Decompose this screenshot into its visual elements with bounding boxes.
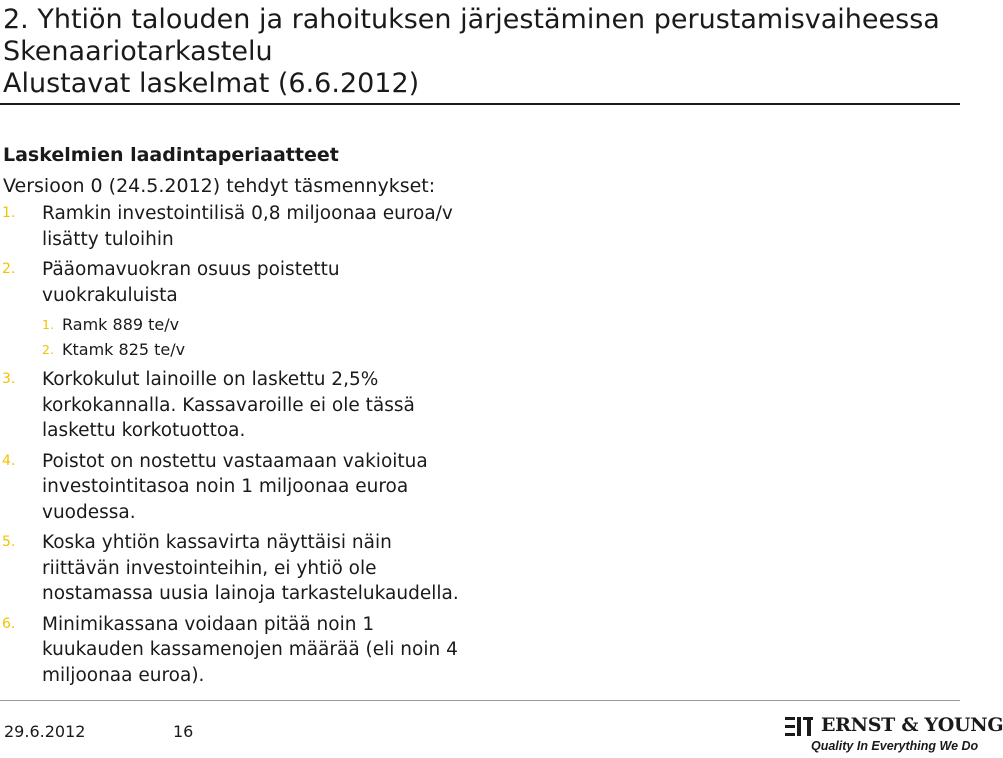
list-item [0, 367, 470, 444]
item-number: 1. [2, 205, 16, 221]
list-item [0, 257, 470, 362]
list-item [0, 612, 470, 689]
item-number: 2. [2, 261, 16, 277]
logo-mark-icon [785, 716, 817, 738]
logo-tagline: Quality In Everything We Do [811, 739, 979, 753]
refinement-list [0, 201, 470, 693]
list-item [0, 530, 470, 607]
item-number: 3. [2, 371, 16, 387]
title-line-1: 2. Yhtiön talouden ja rahoituksen järjestäminen perustamisvaiheessa [3, 4, 940, 35]
sub-item-number: 2. [42, 342, 54, 357]
sub-item-text: Ramk 889 te/v [62, 315, 180, 334]
ernst-young-logo [785, 712, 1003, 756]
footer-date: 29.6.2012 [4, 722, 86, 741]
title-line-3: Alustavat laskelmat (6.6.2012) [3, 68, 420, 99]
sub-item-text: Ktamk 825 te/v [62, 340, 186, 359]
item-text: Korkokulut lainoille on laskettu 2,5% korkokannalla. Kassavaroille ei ole tässä laskettu korkotuottoa. [42, 369, 415, 441]
logo-name: ERNST & YOUNG [821, 714, 1003, 736]
sub-list [42, 312, 470, 362]
title-divider [0, 103, 960, 105]
list-item [0, 449, 470, 526]
item-number: 4. [2, 452, 16, 469]
page-number: 16 [173, 722, 194, 741]
list-item [0, 201, 470, 252]
footer-divider [0, 700, 960, 701]
item-text: Ramkin investointilisä 0,8 miljoonaa euroa/v lisätty tuloihin [42, 203, 453, 250]
sub-list-item [42, 337, 470, 362]
item-number: 5. [2, 534, 16, 550]
item-text: Minimikassana voidaan pitää noin 1 kuukauden kassamenojen määrää (eli noin 4 miljoonaa euroa). [42, 613, 458, 686]
slide-title [3, 4, 940, 100]
item-text: Pääomavuokran osuus poistettu vuokrakuluista [42, 259, 340, 306]
sub-item-number: 1. [42, 317, 54, 332]
item-text: Koska yhtiön kassavirta näyttäisi näin riittävän investointeihin, ei yhtiö ole nostamassa uusia lainoja tarkastelukaudella. [42, 532, 459, 604]
section-heading: Laskelmien laadintaperiaatteet [3, 144, 339, 166]
item-text: Poistot on nostettu vastaamaan vakioitua investointitasoa noin 1 miljoonaa euroa vuodessa. [42, 450, 428, 523]
item-number: 6. [2, 615, 16, 632]
sub-list-item [42, 312, 470, 337]
title-line-2: Skenaariotarkastelu [3, 36, 273, 67]
intro-text: Versioon 0 (24.5.2012) tehdyt täsmennykset: [3, 175, 436, 197]
